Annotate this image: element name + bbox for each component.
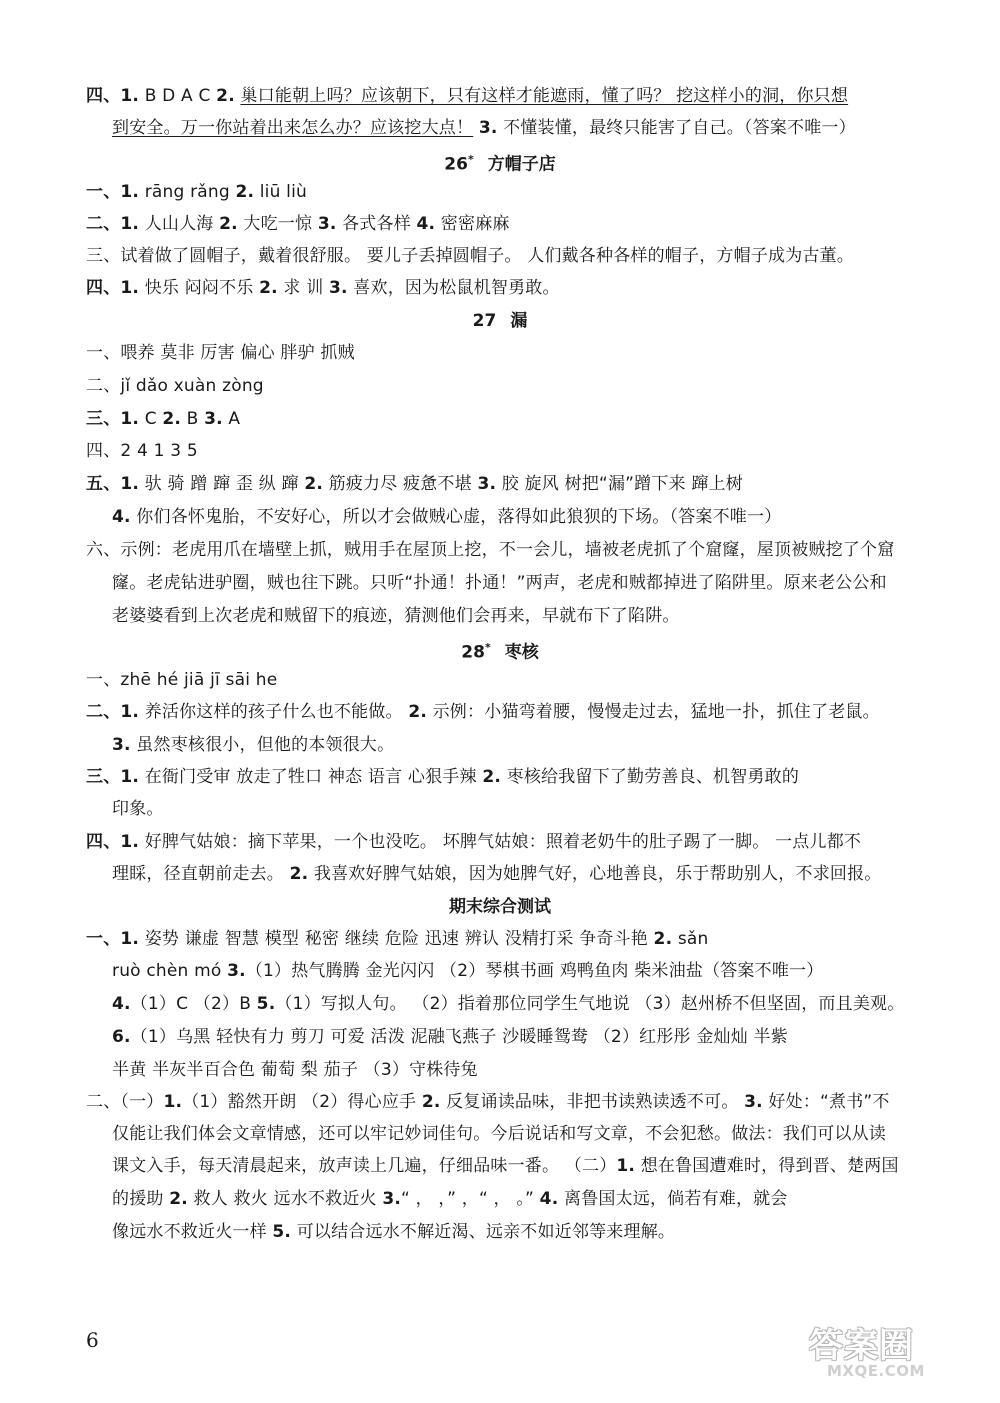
lesson-name: 枣核 [504,642,539,663]
answer-line [112,1187,916,1211]
answer-text: 驮 骑 蹭 蹿 歪 纵 蹿 [139,474,305,494]
answer-text: 大吃一惊 [237,214,318,234]
answer-text: 可以结合远水不解近渴、远亲不如近邻等来理解。 [291,1222,676,1242]
item-number: 1. [120,702,140,722]
answer-text: 的援助 [112,1189,170,1209]
answer-text: 窿。老虎钻进驴圈，贼也往下跳。只听“扑通！扑通！”两声，老虎和贼都掉进了陷阱里。原来老公公和 [112,573,887,593]
answer-line [112,1058,916,1082]
answer-line [86,1090,916,1114]
watermark-url: MXQE.COM [827,1362,925,1380]
answer-line [112,604,916,628]
answer-line [86,927,916,951]
answer-text: ruò chèn mó [112,961,228,981]
item-number: 2. [216,86,235,106]
answer-text: 离鲁国太远，倘若有难，就会 [558,1189,788,1209]
answer-text: 老婆婆看到上次老虎和贼留下的痕迹，猜测他们会再来，早就布下了陷阱。 [112,606,680,626]
item-number: 1. [120,182,140,202]
item-number: 1. [616,1156,636,1176]
answer-text: 二、（一） [86,1092,164,1112]
answer-text: 筋疲力尽 疲惫不堪 [323,474,478,494]
answer-text: liū liù [254,182,307,202]
item-number: 1. [163,1092,183,1112]
answer-text: 在衙门受审 放走了牲口 神态 语言 心狠手辣 [139,767,483,787]
item-number: 2. [289,864,309,884]
lesson-title [0,309,1000,333]
answer-line [112,571,916,595]
item-number: 一、 [86,929,121,949]
answer-line [86,765,916,789]
answer-text: 反复诵读品味，非把书读熟读透不可。 [440,1092,745,1112]
item-number: 2. [304,474,324,494]
item-number: 2. [162,409,182,429]
answer-line [86,538,916,562]
item-number: 2. [169,1189,188,1209]
item-number: 4. [112,994,131,1014]
answer-line [86,439,916,463]
answer-text: 课文入手，每天清晨起来，放声读上几遍，仔细品味一番。 （二） [112,1156,617,1176]
item-number: 5. [256,994,276,1014]
item-number: 3. [204,409,223,429]
item-number: 1. [120,86,140,106]
page-number: 6 [86,1328,99,1352]
lesson-title [0,895,1000,919]
item-number: 三、 [86,767,121,787]
answer-line [86,700,916,724]
answer-text: （1）C （2）B [130,994,257,1014]
answer-text: 救人 救火 远水不救近火 [187,1189,383,1209]
answer-text: B [181,409,205,429]
item-number: 三、 [86,409,121,429]
answer-text: 仅能让我们体会文章情感，还可以牢记妙词佳句。今后说话和写文章，不会犯愁。做法：我们可以从读 [112,1124,886,1144]
answer-text: 到安全。万一你站着出来怎么办？应该挖大点！ [112,118,474,138]
answer-line [112,992,916,1016]
item-number: 2. [408,702,427,722]
answer-line [112,1122,916,1146]
answer-text: 四、2 4 1 3 5 [86,441,198,461]
answer-text: （1）乌黑 轻快有力 剪刀 可爱 活泼 泥融飞燕子 沙暖睡鸳鸯 （2）红彤彤 金灿灿 半紫 [130,1027,788,1047]
answer-line [86,180,916,204]
lesson-mark: * [467,153,474,166]
item-number: 2. [482,767,502,787]
answer-text: 不懂装懂，最终只能害了自己。（答案不唯一） [497,118,856,138]
answer-text: 求 训 [277,278,330,298]
answer-text: 我喜欢好脾气姑娘，因为她脾气好，心地善良，乐于帮助别人，不求回报。 [308,864,882,884]
answer-text: 好脾气姑娘：摘下苹果，一个也没吃。 坏脾气姑娘：照着老奶牛的肚子踢了一脚。 一点儿都不 [139,832,862,852]
watermark-logo-text: 答案圈 [809,1326,914,1366]
item-number: 1. [120,214,140,234]
answer-text: 一、喂养 莫非 厉害 偏心 胖驴 抓贼 [86,343,355,363]
answer-line [86,212,916,236]
answer-text: 印象。 [112,799,164,819]
answer-text: 想在鲁国遭难时，得到晋、楚两国 [635,1156,899,1176]
answer-line [112,1025,916,1049]
answer-line [112,797,916,821]
answer-text: B D A C [139,86,217,106]
item-number: 1. [120,929,140,949]
answer-text: 快乐 闷闷不乐 [139,278,260,298]
answer-text: rāng rǎng [139,182,236,202]
item-number: 3. [112,735,131,755]
answer-text: sǎn [672,929,709,949]
answer-text: 姿势 谦虚 智慧 模型 秘密 继续 危险 迅速 辨认 没精打采 争奇斗艳 [139,929,654,949]
answer-line [86,407,916,431]
answer-text: 好处：“煮书”不 [762,1092,890,1112]
item-number: 2. [653,929,673,949]
answer-line [112,862,916,886]
item-number: 一、 [86,182,121,202]
answer-text: A [222,409,241,429]
answer-line [112,505,916,529]
watermark-logo [805,1318,965,1386]
answer-text: 巢口能朝上吗？应该朝下，只有这样才能遮雨，懂了吗？ 挖这样小的洞，你只想 [240,86,849,106]
item-number: 5. [272,1222,292,1242]
item-number: 四、 [86,278,121,298]
item-number: 1. [120,278,140,298]
answer-text: 三、试着做了圆帽子，戴着很舒服。 要儿子丢掉圆帽子。 人们戴各种各样的帽子，方帽子成为古董。 [86,246,855,266]
lesson-title [0,636,1000,665]
answer-text: 胶 旋风 树把“漏”蹭下来 蹿上树 [496,474,743,494]
lesson-number: 27 [472,311,497,331]
item-number: 1. [120,409,140,429]
item-number: 4. [112,507,131,527]
answer-text: 各式各样 [336,214,417,234]
lesson-name: 漏 [510,311,528,331]
item-number: 4. [416,214,436,234]
answer-line [86,668,916,692]
item-number: 2. [235,182,255,202]
answer-line [86,276,916,300]
item-number: 2. [219,214,238,234]
item-number: 四、 [86,86,121,106]
answer-line [86,374,916,398]
answer-text: 半黄 半灰半百合色 葡萄 梨 茄子 （3）守株待兔 [112,1060,478,1080]
answer-text: 一、zhē hé jiā jī sāi he [86,670,278,690]
item-number: 3. [744,1092,763,1112]
item-number: 3. [382,1189,402,1209]
answer-text: 示例：小猫弯着腰，慢慢走过去，猛地一扑，抓住了老鼠。 [427,702,880,722]
item-number: 2. [421,1092,441,1112]
lesson-mark: * [484,641,491,654]
answer-line [86,830,916,854]
item-number: 4. [539,1189,559,1209]
answer-text: 二、jǐ dǎo xuàn zòng [86,376,264,396]
answer-text: 喜欢，因为松鼠机智勇敢。 [347,278,560,298]
answer-text: 理睬，径直朝前走去。 [112,864,290,884]
lesson-title [0,148,1000,177]
item-number: 1. [120,832,140,852]
answer-line [86,84,916,108]
item-number: 3. [227,961,246,981]
answer-line [112,1220,916,1244]
answer-text: 你们各怀鬼胎，不安好心，所以才会做贼心虚，落得如此狼狈的下场。（答案不唯一） [130,507,782,527]
item-number: 3. [317,214,337,234]
lesson-number: 28 [461,642,485,663]
answer-text: 枣核给我留下了勤劳善良、机智勇敢的 [501,767,800,787]
item-number: 四、 [86,832,121,852]
answer-line [86,472,916,496]
answer-text: 养活你这样的孩子什么也不能做。 [139,702,409,722]
lesson-number: 26 [444,154,468,175]
answer-text: C [139,409,163,429]
item-number: 6. [112,1027,131,1047]
item-number: 1. [120,474,140,494]
item-number: 二、 [86,214,121,234]
answer-text: “ ， ，” ，“ ， 。” [401,1189,540,1209]
item-number: 3. [329,278,348,298]
answer-text: 像远水不救近火一样 [112,1222,273,1242]
answer-text: （1）热气腾腾 金光闪闪 （2）琴棋书画 鸡鸭鱼肉 柴米油盐（答案不唯一） [245,961,824,981]
answer-line [112,959,916,983]
answer-line [112,116,916,140]
item-number: 3. [478,118,498,138]
answer-text: 六、示例：老虎用爪在墙壁上抓，贼用手在屋顶上挖，不一会儿，墙被老虎抓了个窟窿，屋顶被贼挖了个窟 [86,540,895,560]
answer-text: 虽然枣核很小，但他的本领很大。 [130,735,395,755]
answer-line [86,341,916,365]
answer-text: （1）豁然开朗 （2）得心应手 [182,1092,422,1112]
answer-line [112,1154,916,1178]
item-number: 二、 [86,702,121,722]
answer-line [86,244,916,268]
item-number: 3. [477,474,497,494]
item-number: 1. [120,767,140,787]
item-number: 2. [259,278,278,298]
answer-line [112,733,916,757]
lesson-name: 方帽子店 [487,154,556,175]
answer-text: （1）写拟人句。 （2）指着那位同学生气地说 （3）赵州桥不但坚固，而且美观。 [275,994,905,1014]
answer-text: 密密麻麻 [435,214,510,234]
answer-text: 人山人海 [139,214,220,234]
lesson-name: 期末综合测试 [449,897,551,917]
item-number: 五、 [86,474,121,494]
